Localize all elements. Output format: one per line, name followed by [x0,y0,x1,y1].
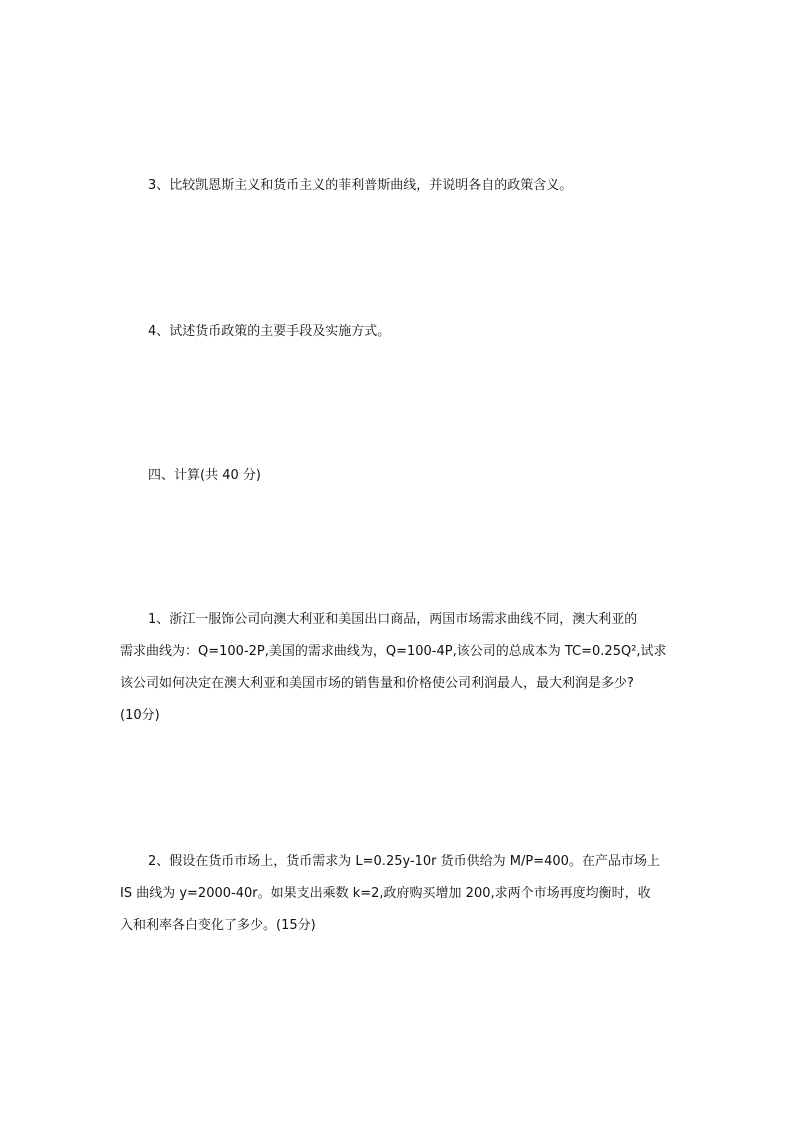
calc-question-2 [120,846,676,942]
calc-question-1-line-3: 该公司如何决定在澳大利亚和美国市场的销售量和价格使公司利润最人，最大利润是多少? [120,676,634,691]
essay-question-4-text: 4、试述货币政策的主要手段及实施方式。 [148,324,391,339]
calc-question-1-line-2: 需求曲线为：Q=100-2P,美国的需求曲线为，Q=100-4P,该公司的总成本为 TC=0.25Q²,试求 [120,644,667,659]
calc-question-2-line-1: 2、假设在货币市场上，货币需求为 L=0.25y-10r 货币供给为 M/P=400。在产品市场上 [148,854,660,869]
calc-question-1 [120,604,676,732]
calc-question-1-line-4: (10分) [120,708,160,723]
calc-question-2-line-3: 入和利率各白变化了多少。(15分) [120,918,316,933]
section-heading-text: 四、计算(共 40 分) [148,468,261,483]
section-heading-calculation [120,460,676,492]
essay-question-3 [120,170,676,202]
essay-question-3-text: 3、比较凯恩斯主义和货币主义的菲利普斯曲线，并说明各自的政策含义。 [148,178,573,193]
calc-question-2-line-2: IS 曲线为 y=2000-40r。如果支出乘数 k=2,政府购买增加 200,求两个市场再度均衡时，收 [120,886,651,901]
essay-question-4 [120,316,676,348]
calc-question-1-line-1: 1、浙江一服饰公司向澳大利亚和美国出口商品，两国市场需求曲线不同，澳大利亚的 [148,612,638,627]
